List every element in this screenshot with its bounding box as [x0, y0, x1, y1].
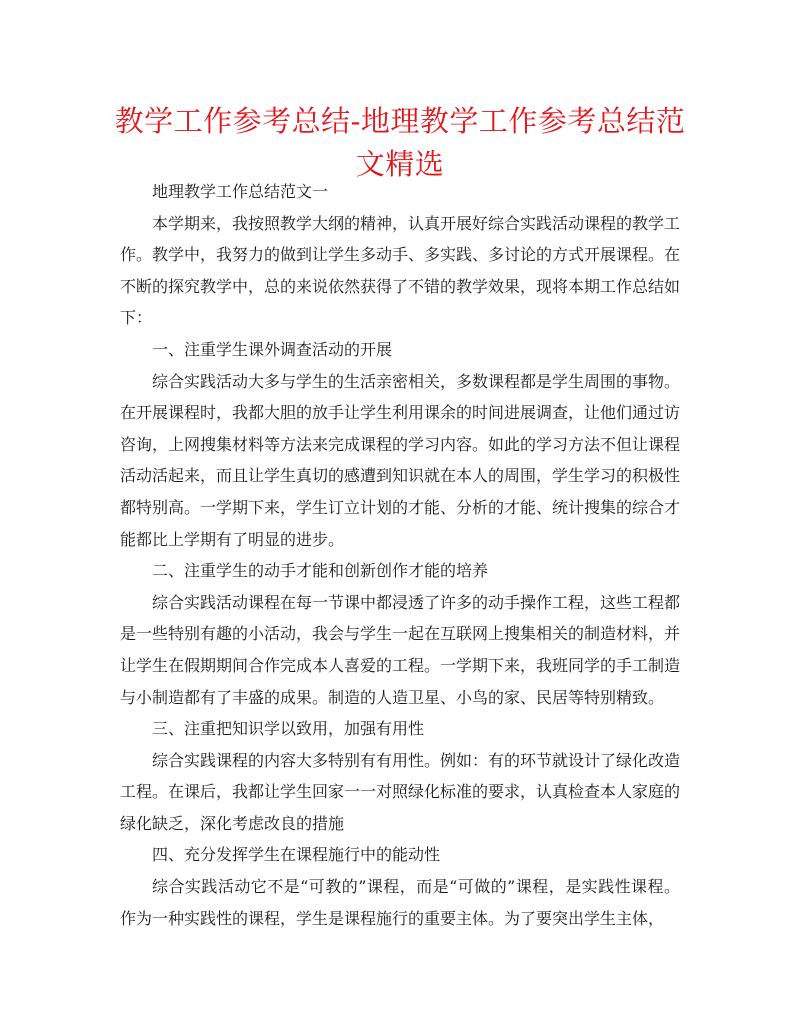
body-paragraph: 综合实践活动它不是“可教的”课程，而是“可做的”课程，是实践性课程。作为一种实践性的课程，学生是课程施行的重要主体。为了要突出学生主体， [120, 877, 680, 928]
document-title: 教学工作参考总结-地理教学工作参考总结范文精选 [114, 104, 686, 181]
body-paragraph: 综合实践课程的内容大多特别有有用性。例如：有的环节就设计了绿化改造工程。在课后，我都让学生回家一一对照绿化标准的要求，认真检查本人家庭的绿化缺乏，深化考虑改良的措施 [120, 750, 681, 833]
section-heading: 三、注重把知识学以致用，加强有用性 [152, 719, 425, 739]
body-paragraph: 综合实践活动课程在每一节课中都浸透了许多的动手操作工程，这些工程都是一些特别有趣的小活动，我会与学生一起在互联网上搜集相关的制造材料，并让学生在假期期间合作完成本人喜爱的工程。一学期下来，我班同学的手工制造与小制造都有了丰盛的成果。制造的人造卫星、小鸟的家、民居等特别精致。 [120, 592, 681, 707]
section-heading: 四、充分发挥学生在课程施行中的能动性 [152, 845, 441, 865]
section-heading: 二、注重学生的动手才能和创新创作才能的培养 [152, 561, 489, 581]
document-body [120, 176, 680, 934]
section-heading: 一、注重学生课外调查活动的开展 [152, 339, 393, 359]
subtitle-paragraph: 地理教学工作总结范文一 [152, 182, 329, 201]
body-paragraph: 本学期来，我按照教学大纲的精神，认真开展好综合实践活动课程的教学工作。教学中，我努力的做到让学生多动手、多实践、多讨论的方式开展课程。在不断的探究教学中，总的来说依然获得了不错的教学效果，现将本期工作总结如下： [120, 213, 681, 328]
body-paragraph: 综合实践活动大多与学生的生活亲密相关，多数课程都是学生周围的事物。在开展课程时，我都大胆的放手让学生利用课余的时间进展调查，让他们通过访咨询，上网搜集材料等方法来完成课程的学习内容。如此的学习方法不但让课程活动活起来，而且让学生真切的感遭到知识就在本人的周围，学生学习的积极性都特别高。一学期下来，学生订立计划的才能、分析的才能、统计搜集的综合才能都比上学期有了明显的进步。 [120, 371, 681, 549]
